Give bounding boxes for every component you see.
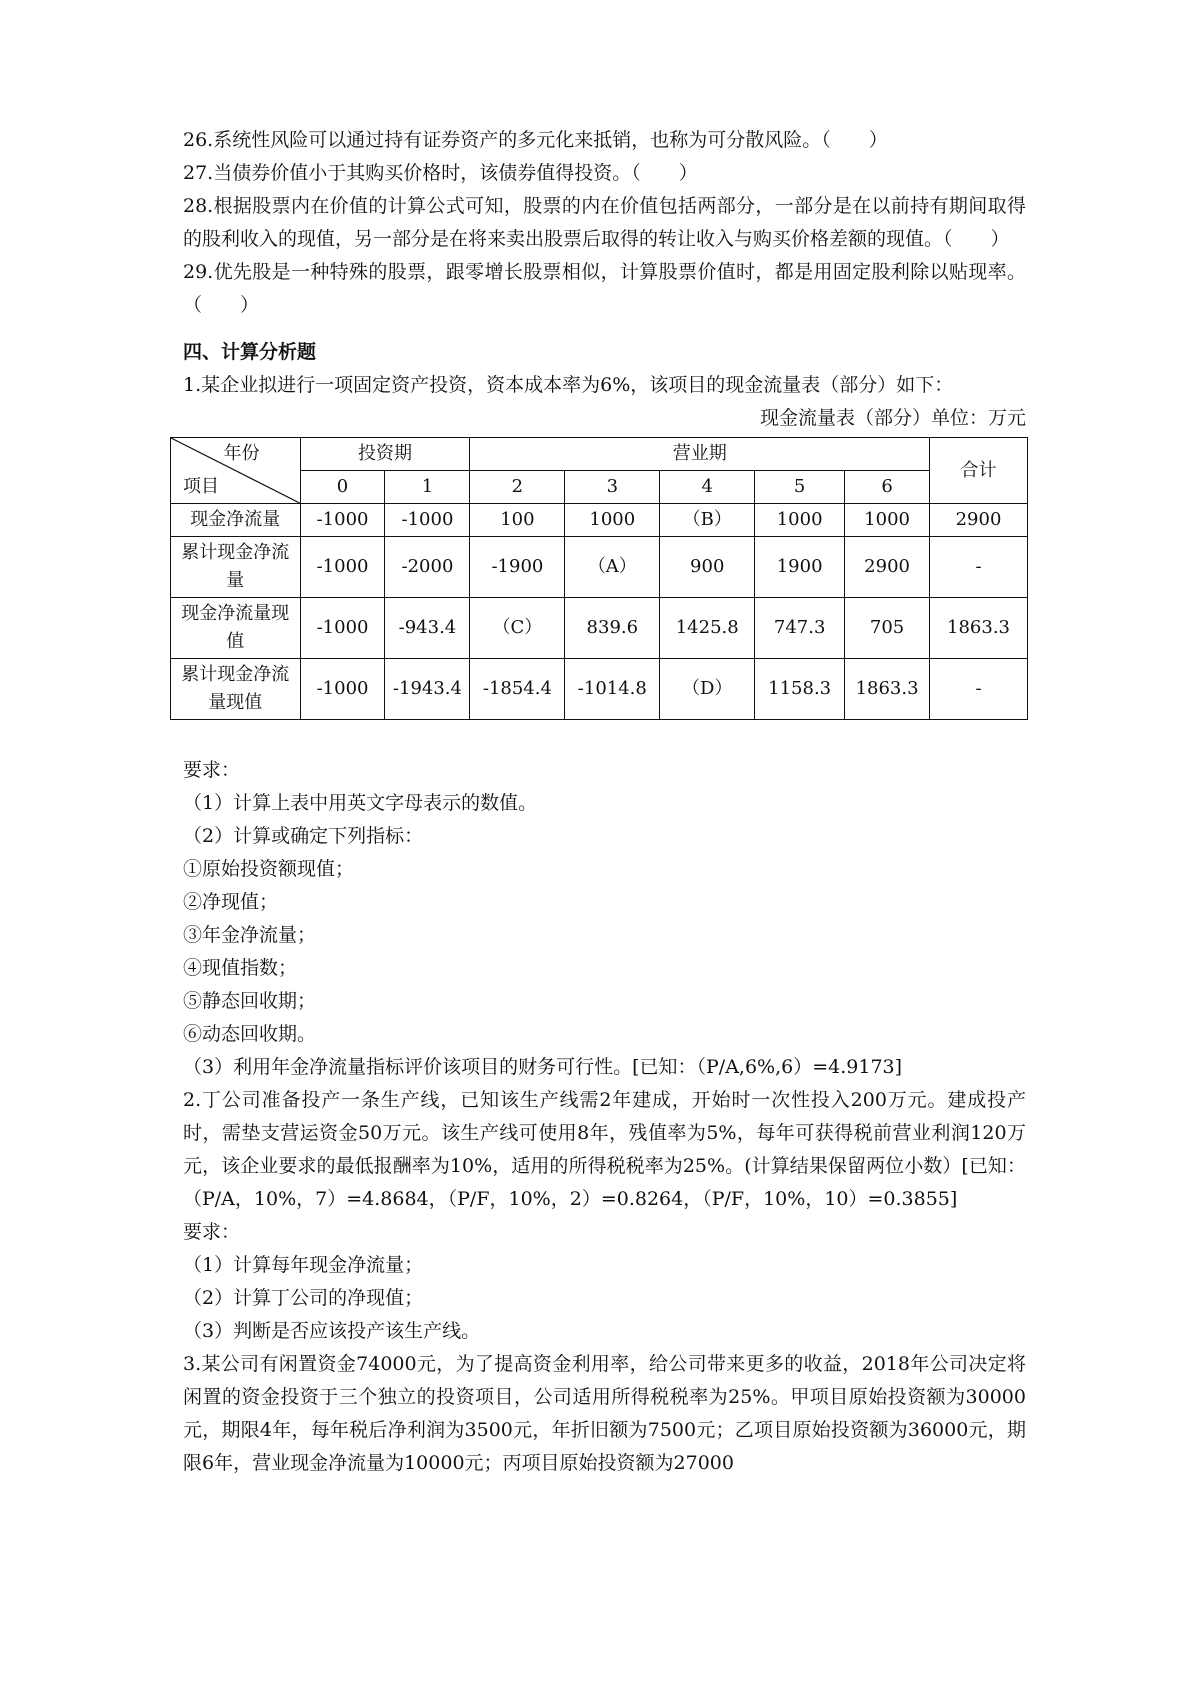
document-page bbox=[183, 124, 1026, 1480]
group-invest-header: 投资期 bbox=[300, 438, 470, 471]
year-header: 0 bbox=[300, 471, 385, 504]
year-header: 2 bbox=[470, 471, 565, 504]
table-row bbox=[171, 504, 1028, 537]
requirement-item: ⑥动态回收期。 bbox=[183, 1023, 317, 1045]
table-cell: 839.6 bbox=[565, 598, 660, 659]
table-cell: 100 bbox=[470, 504, 565, 537]
table-cell: -943.4 bbox=[385, 598, 470, 659]
table-cell: -1014.8 bbox=[565, 659, 660, 720]
table-cell: 2900 bbox=[930, 504, 1028, 537]
requirement-item: （2）计算或确定下列指标： bbox=[183, 825, 424, 847]
table-cell: （D） bbox=[660, 659, 755, 720]
table-cell: （B） bbox=[660, 504, 755, 537]
judgment-item-28: 28.根据股票内在价值的计算公式可知，股票的内在价值包括两部分，一部分是在以前持有期间取得的股利收入的现值，另一部分是在将来卖出股票后取得的转让收入与购买价格差额的现值。（ ） bbox=[183, 195, 1026, 250]
q1-requirements bbox=[183, 754, 1026, 1084]
table-cell: -1943.4 bbox=[385, 659, 470, 720]
year-header: 6 bbox=[845, 471, 930, 504]
row-label: 现金净流量 bbox=[171, 504, 301, 537]
requirements-title: 要求： bbox=[183, 1221, 241, 1243]
table-row bbox=[171, 659, 1028, 720]
year-header: 3 bbox=[565, 471, 660, 504]
q2-stem: 2.丁公司准备投产一条生产线，已知该生产线需2年建成，开始时一次性投入200万元。建成投产时，需垫支营运资金50万元。该生产线可使用8年，残值率为5%，每年可获得税前营业利润120万元，该企业要求的最低报酬率为10%，适用的所得税税率为25%。(计算结果保留两位小数）[已知：（P/A，10%，7）=4.8684，（P/F，10%，2）=0.8264，（P/F，10%，10）=0.3855] bbox=[183, 1089, 1026, 1210]
table-cell: -1000 bbox=[300, 504, 385, 537]
cash-flow-table bbox=[170, 437, 1028, 720]
requirement-item: ①原始投资额现值； bbox=[183, 858, 355, 880]
table-cell: （A） bbox=[565, 537, 660, 598]
year-header: 4 bbox=[660, 471, 755, 504]
table-cell: -1000 bbox=[300, 537, 385, 598]
table-caption: 现金流量表（部分）单位：万元 bbox=[759, 407, 1026, 429]
table-cell: 1863.3 bbox=[845, 659, 930, 720]
table-cell: -1854.4 bbox=[470, 659, 565, 720]
group-operate-header: 营业期 bbox=[470, 438, 930, 471]
table-cell: - bbox=[930, 659, 1028, 720]
requirement-item: （1）计算每年现金净流量； bbox=[183, 1254, 424, 1276]
table-cell: 1863.3 bbox=[930, 598, 1028, 659]
row-label: 累计现金净流量现值 bbox=[171, 659, 301, 720]
corner-item-label: 项目 bbox=[183, 476, 219, 497]
requirement-item: ⑤静态回收期； bbox=[183, 990, 317, 1012]
header-row-1 bbox=[171, 438, 1028, 471]
section-heading: 四、计算分析题 bbox=[183, 341, 317, 363]
year-header: 5 bbox=[755, 471, 845, 504]
table-row bbox=[171, 537, 1028, 598]
table-cell: -1000 bbox=[385, 504, 470, 537]
q3-stem: 3.某公司有闲置资金74000元，为了提高资金利用率，给公司带来更多的收益，2018年公司决定将闲置的资金投资于三个独立的投资项目，公司适用所得税税率为25%。甲项目原始投资额为30000元，期限4年，每年税后净利润为3500元，年折旧额为7500元；乙项目原始投资额为36000元，期限6年，营业现金净流量为10000元；丙项目原始投资额为27000 bbox=[183, 1353, 1026, 1474]
q1-stem: 1.某企业拟进行一项固定资产投资，资本成本率为6%，该项目的现金流量表（部分）如下： bbox=[183, 374, 954, 396]
table-cell: -2000 bbox=[385, 537, 470, 598]
table-cell: 900 bbox=[660, 537, 755, 598]
judgment-item-29: 29.优先股是一种特殊的股票，跟零增长股票相似，计算股票价值时，都是用固定股利除以贴现率。（ ） bbox=[183, 261, 1026, 316]
requirement-item: （2）计算丁公司的净现值； bbox=[183, 1287, 424, 1309]
table-cell: 1158.3 bbox=[755, 659, 845, 720]
row-label: 累计现金净流量 bbox=[171, 537, 301, 598]
table-cell: 2900 bbox=[845, 537, 930, 598]
table-cell: 1425.8 bbox=[660, 598, 755, 659]
corner-cell bbox=[171, 438, 301, 504]
requirement-item: （3）判断是否应该投产该生产线。 bbox=[183, 1320, 481, 1342]
total-header: 合计 bbox=[930, 438, 1028, 504]
judgment-item-27: 27.当债券价值小于其购买价格时，该债券值得投资。（ ） bbox=[183, 162, 698, 184]
table-cell: 1000 bbox=[755, 504, 845, 537]
table-cell: 1000 bbox=[565, 504, 660, 537]
table-cell: 747.3 bbox=[755, 598, 845, 659]
row-label: 现金净流量现值 bbox=[171, 598, 301, 659]
table-cell: 705 bbox=[845, 598, 930, 659]
year-header: 1 bbox=[385, 471, 470, 504]
table-row bbox=[171, 598, 1028, 659]
corner-year-label: 年份 bbox=[223, 443, 260, 464]
table-cell: -1000 bbox=[300, 598, 385, 659]
table-cell: 1900 bbox=[755, 537, 845, 598]
judgment-item-26: 26.系统性风险可以通过持有证券资产的多元化来抵销，也称为可分散风险。（ ） bbox=[183, 129, 888, 151]
requirements-title: 要求： bbox=[183, 759, 241, 781]
table-cell: -1000 bbox=[300, 659, 385, 720]
table-cell: 1000 bbox=[845, 504, 930, 537]
requirement-item: ②净现值； bbox=[183, 891, 279, 913]
requirement-item: （3）利用年金净流量指标评价该项目的财务可行性。[已知：（P/A,6%,6）=4.9173] bbox=[183, 1056, 903, 1078]
table-cell: -1900 bbox=[470, 537, 565, 598]
requirement-item: ④现值指数； bbox=[183, 957, 298, 979]
table-cell: - bbox=[930, 537, 1028, 598]
requirement-item: ③年金净流量； bbox=[183, 924, 317, 946]
requirement-item: （1）计算上表中用英文字母表示的数值。 bbox=[183, 792, 538, 814]
table-cell: （C） bbox=[470, 598, 565, 659]
